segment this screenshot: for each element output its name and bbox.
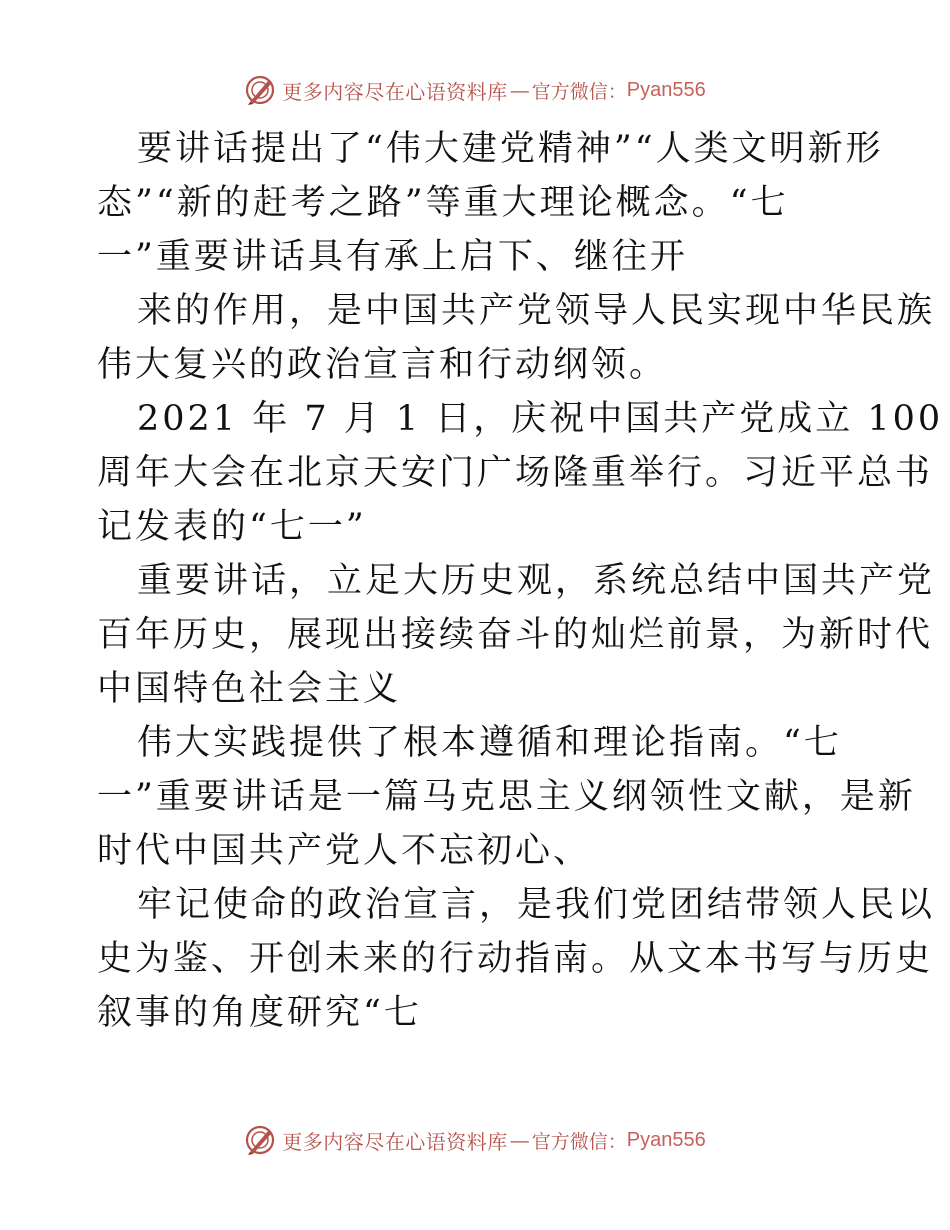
pen-logo-icon <box>244 1124 276 1156</box>
footer-official-label: 官方微信： <box>531 1130 627 1153</box>
text-line: 中国特色社会主义 <box>97 669 402 709</box>
header-brand-text: 更多内容尽在心语资料库 <box>282 79 508 104</box>
document-body <box>97 122 944 1040</box>
text-line: 记发表的“七一” <box>97 507 367 547</box>
text-line: 2021 年 7 月 1 日，庆祝中国共产党成立 100 <box>137 399 944 439</box>
text-line: 一”重要讲话具有承上启下、继往开 <box>97 237 688 277</box>
footer-brand-text: 更多内容尽在心语资料库 <box>282 1129 508 1154</box>
footer-dash: — <box>509 1128 530 1152</box>
text-line: 时代中国共产党人不忘初心、 <box>97 831 592 871</box>
text-line: 牢记使命的政治宣言，是我们党团结带领人民以 <box>137 885 936 925</box>
header-official-label: 官方微信： <box>531 80 627 103</box>
header-watermark <box>0 70 950 110</box>
text-line: 叙事的角度研究“七 <box>97 993 422 1033</box>
header-wechat-id: Pyan556 <box>626 78 706 101</box>
text-line: 重要讲话，立足大历史观，系统总结中国共产党 <box>137 561 936 601</box>
footer-wechat-id: Pyan556 <box>626 1128 706 1151</box>
text-line: 态”“新的赶考之路”等重大理论概念。“七 <box>97 183 789 223</box>
text-line: 史为鉴、开创未来的行动指南。从文本书写与历史 <box>97 939 934 979</box>
text-line: 来的作用，是中国共产党领导人民实现中华民族 <box>137 291 936 331</box>
text-line: 一”重要讲话是一篇马克思主义纲领性文献，是新 <box>97 777 916 817</box>
footer-watermark <box>0 1120 950 1160</box>
text-line: 要讲话提出了“伟大建党精神”“人类文明新形 <box>137 129 884 169</box>
text-line: 伟大复兴的政治宣言和行动纲领。 <box>97 345 668 385</box>
pen-logo-icon <box>244 74 276 106</box>
text-line: 伟大实践提供了根本遵循和理论指南。“七 <box>137 723 842 763</box>
text-line: 百年历史，展现出接续奋斗的灿烂前景，为新时代 <box>97 615 934 655</box>
text-line: 周年大会在北京天安门广场隆重举行。习近平总书 <box>97 453 934 493</box>
header-dash: — <box>509 78 530 102</box>
